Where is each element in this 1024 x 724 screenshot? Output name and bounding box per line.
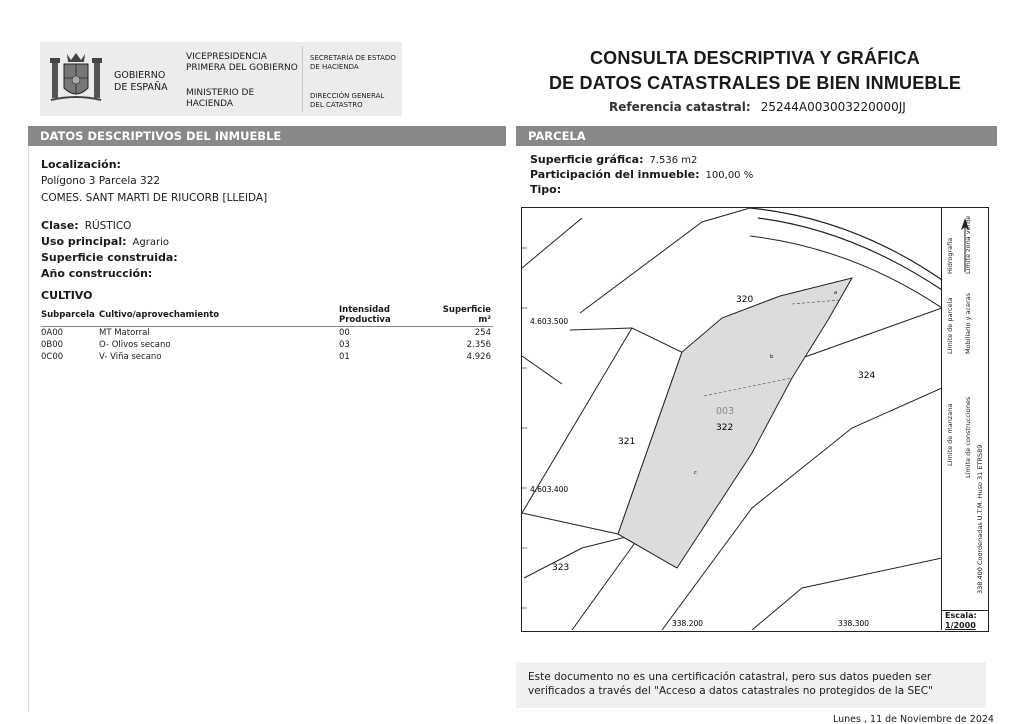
parcel-boundary [524, 533, 642, 578]
cell-superficie: 4.926 [466, 352, 491, 362]
government-name: GOBIERNO DE ESPAÑA [114, 70, 168, 93]
col-intensidad: Intensidad Productiva [339, 304, 437, 327]
cell-intensidad: 01 [339, 352, 350, 362]
localizacion-line-1: Polígono 3 Parcela 322 [41, 175, 161, 187]
tipo-label: Tipo: [530, 183, 562, 196]
title-line-2: DE DATOS CATASTRALES DE BIEN INMUEBLE [548, 73, 962, 93]
parcel-boundary [522, 356, 562, 384]
government-header [40, 42, 402, 116]
cell-cultivo: MT Matorral [99, 328, 150, 338]
cultivo-title: CULTIVO [41, 289, 93, 302]
cell-cultivo: V- Viña secano [99, 352, 162, 362]
legend-hidrografia: Hidrografía [946, 237, 954, 274]
legend-limite-manzana: Límite de manzana [946, 403, 954, 466]
document-title [520, 46, 990, 96]
parcel-label-324: 324 [858, 371, 876, 381]
clase-value: RÚSTICO [84, 220, 132, 232]
cell-subparcela: 0A00 [41, 328, 64, 338]
tipo-field [530, 183, 567, 196]
title-line-1: CONSULTA DESCRIPTIVA Y GRÁFICA [589, 48, 921, 68]
cell-subparcela: 0C00 [41, 352, 64, 362]
parcel-label-322: 322 [716, 423, 734, 433]
uso-field [41, 235, 169, 248]
legend-mobiliario-aceras: Mobiliario y aceras [964, 292, 972, 354]
ref-value: 25244A003003220000JJ [760, 100, 906, 114]
subparcel-label-a: a [834, 290, 838, 296]
localizacion-line-2: COMES. SANT MARTI DE RIUCORB [LLEIDA] [41, 192, 268, 204]
clase-label: Clase: [41, 219, 79, 232]
map-scale [942, 610, 988, 630]
anio-construccion-label: Año construcción: [41, 267, 153, 280]
legend-limite-construcciones: Límite de construcciones [964, 396, 972, 478]
parcel-label-321: 321 [618, 437, 636, 447]
anio-construccion-field [41, 267, 158, 280]
table-row [41, 351, 493, 363]
participacion-field [530, 168, 753, 181]
road-edge [750, 208, 942, 280]
direccion-label: DIRECCIÓN GENERAL DEL CATASTRO [310, 92, 385, 109]
manzana-label: 003 [716, 406, 735, 417]
localizacion-field [41, 158, 127, 171]
superficie-grafica-field [530, 153, 697, 166]
participacion-value: 100,00 % [705, 170, 754, 181]
ref-label: Referencia catastral: [609, 100, 751, 114]
ministerio-label: MINISTERIO DE HACIENDA [186, 88, 255, 109]
parcel-boundary [580, 208, 750, 313]
map-legend [941, 208, 988, 630]
cadastral-map [521, 207, 989, 632]
uso-value: Agrario [132, 237, 169, 248]
table-row [41, 339, 493, 351]
cell-intensidad: 03 [339, 340, 350, 350]
coord-y-lower: 4.603.400 [530, 485, 569, 494]
cadastral-reference [609, 100, 906, 114]
section-parcela-header: PARCELA [516, 126, 997, 146]
superficie-construida-field [41, 251, 184, 264]
cell-superficie: 2.356 [466, 340, 491, 350]
header-divider [302, 46, 303, 112]
col-cultivo: Cultivo/aprovechamiento [99, 304, 339, 327]
coord-x-left: 338.200 [672, 619, 704, 628]
footer-date: Lunes , 11 de Noviembre de 2024 [833, 714, 994, 724]
section-descriptive-header: DATOS DESCRIPTIVOS DEL INMUEBLE [28, 126, 506, 146]
superficie-grafica-label: Superficie gráfica: [530, 153, 644, 166]
superficie-grafica-value: 7.536 m2 [649, 155, 698, 166]
parcel-label-323: 323 [552, 563, 570, 573]
secretaria-label: SECRETARÍA DE ESTADO DE HACIENDA [310, 54, 396, 71]
cell-superficie: 254 [474, 328, 491, 338]
col-subparcela: Subparcela [41, 304, 99, 327]
cell-cultivo: O- Olivos secano [99, 340, 171, 350]
participacion-label: Participación del inmueble: [530, 168, 700, 181]
map-drawing [522, 208, 942, 630]
cell-subparcela: 0B00 [41, 340, 64, 350]
verification-notice: Este documento no es una certificación catastral, pero sus datos pueden ser verificados a través del "Acceso a datos catastrales no protegidos de la SEC" [516, 662, 986, 708]
subparcel-label-c: c [694, 470, 697, 476]
col-superficie: Superficie m² [437, 304, 493, 327]
parcel-label-320: 320 [736, 295, 754, 305]
parcel-boundary [522, 218, 582, 268]
utm-note: 338.400 Coordenadas U.T.M. Huso 31 ETRS89 [976, 444, 984, 594]
cell-intensidad: 00 [339, 328, 350, 338]
cultivo-header-row [41, 304, 493, 327]
scale-value: 1/2000 [945, 621, 976, 630]
localizacion-label: Localización: [41, 158, 121, 171]
scale-label: Escala: [945, 611, 977, 620]
cultivo-table [41, 304, 493, 363]
subparcel-label-b: b [770, 354, 774, 360]
coord-y-upper: 4.603.500 [530, 317, 569, 326]
uso-label: Uso principal: [41, 235, 127, 248]
coord-x-right: 338.300 [838, 619, 870, 628]
legend-limite-zona-verde: Límite zona verde [964, 215, 972, 274]
table-row [41, 327, 493, 340]
vicepresidencia-label: VICEPRESIDENCIA PRIMERA DEL GOBIERNO [186, 52, 298, 73]
superficie-construida-label: Superficie construida: [41, 251, 178, 264]
clase-field [41, 219, 131, 232]
coat-of-arms-icon [48, 50, 104, 108]
parcel-322-shape [618, 278, 852, 568]
legend-limite-parcela: Límite de parcela [946, 297, 954, 354]
